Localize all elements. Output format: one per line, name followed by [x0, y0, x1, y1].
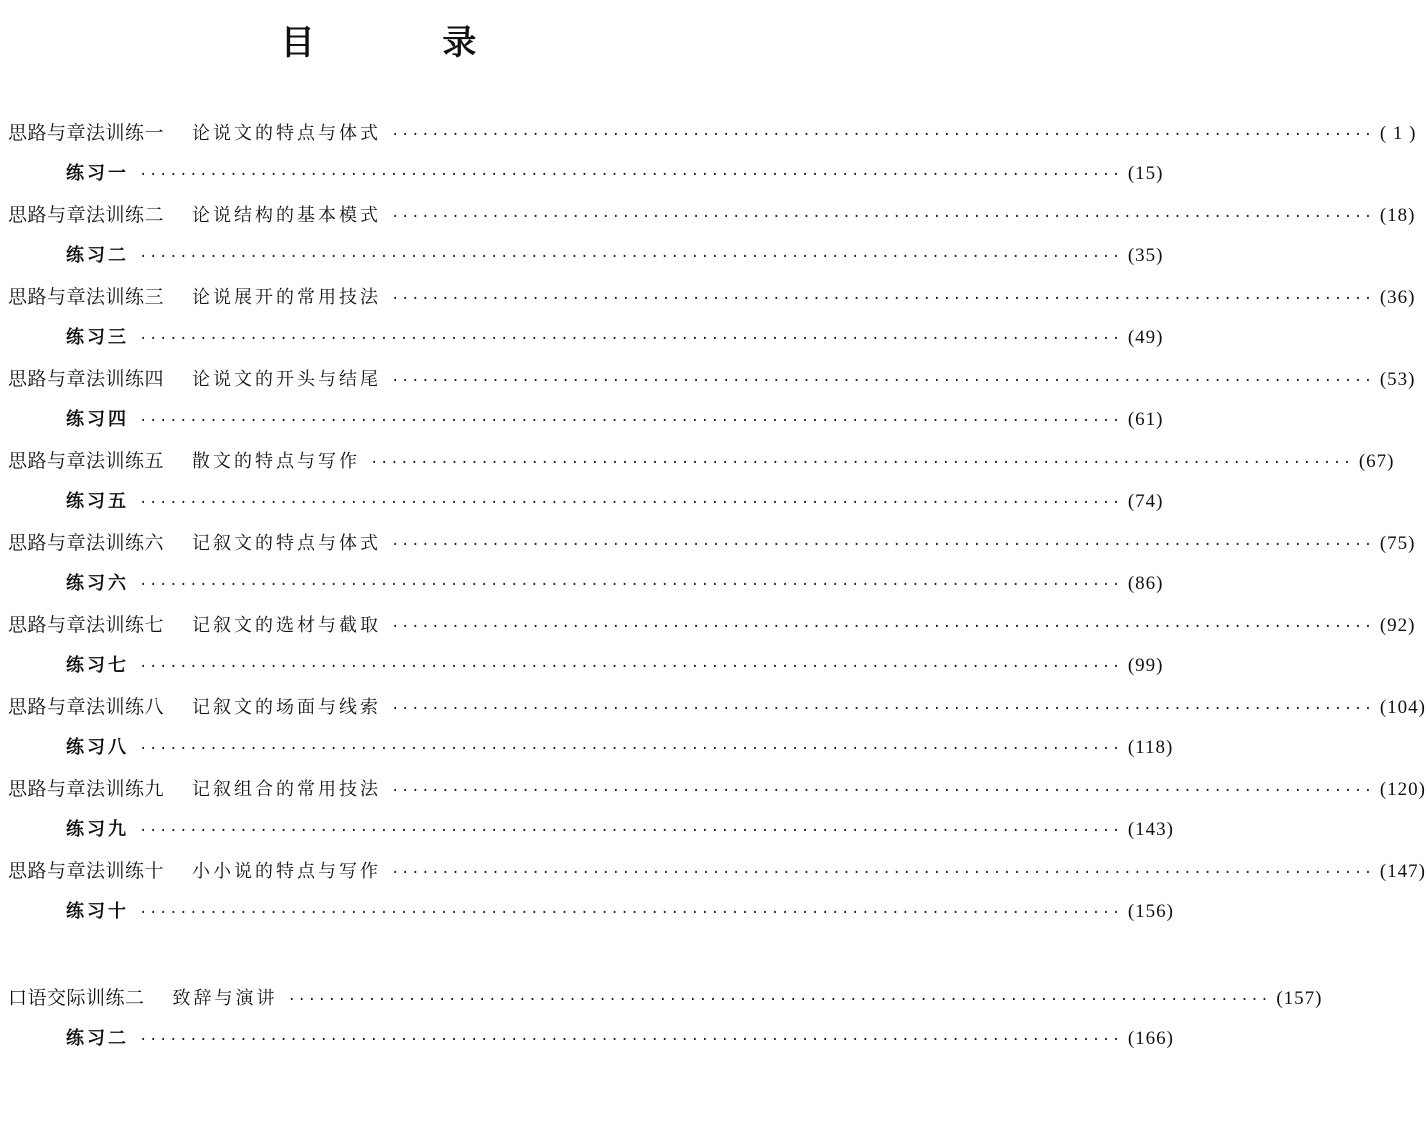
chapter-prefix: 思路与章法训练四: [8, 368, 165, 390]
page-number: (36): [1379, 287, 1416, 308]
dot-leader: ··································································································: [139, 331, 1122, 347]
toc-exercise-entry: [66, 159, 1164, 189]
page-number: (156): [1127, 901, 1174, 922]
chapter-prefix: 思路与章法训练七: [8, 614, 165, 636]
dot-leader: ··································································································: [139, 1032, 1122, 1048]
chapter-prefix: 思路与章法训练五: [8, 450, 165, 472]
toc-chapter-entry: [8, 983, 1323, 1013]
chapter-name: 致辞与演讲: [172, 988, 278, 1009]
toc-exercise-entry: [66, 487, 1164, 517]
page-number: (86): [1127, 573, 1164, 594]
chapter-prefix: 口语交际训练二: [8, 987, 145, 1009]
toc-chapter-entry: [8, 446, 1395, 476]
page-number: (35): [1127, 245, 1164, 266]
toc-exercise-entry: [66, 323, 1164, 353]
dot-leader: ··································································································: [139, 167, 1122, 183]
page-title: 目 录: [280, 23, 535, 63]
page-number: (157): [1276, 988, 1323, 1009]
toc-chapter-entry: [8, 200, 1416, 230]
dot-leader: ··································································································: [391, 865, 1374, 881]
page-number: (61): [1127, 409, 1164, 430]
toc-exercise-entry: [66, 815, 1174, 845]
dot-leader: ··································································································: [139, 249, 1122, 265]
chapter-prefix: 思路与章法训练九: [8, 778, 165, 800]
exercise-label: 练习四: [66, 409, 129, 430]
chapter-name: 论说展开的常用技法: [192, 287, 382, 308]
page-number: (67): [1358, 451, 1395, 472]
chapter-name: 论说文的特点与体式: [192, 123, 382, 144]
chapter-prefix: 思路与章法训练六: [8, 532, 165, 554]
chapter-name: 记叙组合的常用技法: [192, 779, 382, 800]
page-number: (120): [1379, 779, 1426, 800]
toc-exercise-entry: [66, 1024, 1174, 1054]
chapter-name: 记叙文的场面与线索: [192, 697, 382, 718]
exercise-label: 练习十: [66, 901, 129, 922]
dot-leader: ··································································································: [391, 127, 1374, 143]
dot-leader: ··································································································: [287, 992, 1271, 1008]
exercise-label: 练习八: [66, 737, 129, 758]
dot-leader: ··································································································: [139, 823, 1122, 839]
dot-leader: ··································································································: [139, 413, 1122, 429]
dot-leader: ··································································································: [391, 291, 1374, 307]
page-number: (75): [1379, 533, 1416, 554]
toc-exercise-entry: [66, 651, 1164, 681]
chapter-name: 论说文的开头与结尾: [192, 369, 382, 390]
chapter-name: 论说结构的基本模式: [192, 205, 382, 226]
page-number: (49): [1127, 327, 1164, 348]
page-number: (18): [1379, 205, 1416, 226]
dot-leader: ··································································································: [391, 619, 1374, 635]
dot-leader: ··································································································: [370, 455, 1353, 471]
dot-leader: ··································································································: [139, 741, 1122, 757]
exercise-label: 练习七: [66, 655, 129, 676]
toc-chapter-entry: [8, 364, 1416, 394]
dot-leader: ··································································································: [139, 577, 1122, 593]
toc-chapter-entry: [8, 692, 1426, 722]
chapter-name: 记叙文的特点与体式: [192, 533, 382, 554]
toc-chapter-entry: [8, 856, 1426, 886]
dot-leader: ··································································································: [391, 537, 1374, 553]
page-number: (166): [1127, 1028, 1174, 1049]
chapter-name: 散文的特点与写作: [192, 451, 361, 472]
page-number: (15): [1127, 163, 1164, 184]
exercise-label: 练习五: [66, 491, 129, 512]
exercise-label: 练习二: [66, 245, 129, 266]
chapter-prefix: 思路与章法训练十: [8, 860, 165, 882]
toc-exercise-entry: [66, 897, 1174, 927]
toc-exercise-entry: [66, 241, 1164, 271]
chapter-prefix: 思路与章法训练二: [8, 204, 165, 226]
toc-exercise-entry: [66, 569, 1164, 599]
exercise-label: 练习六: [66, 573, 129, 594]
dot-leader: ··································································································: [391, 701, 1374, 717]
dot-leader: ··································································································: [391, 373, 1374, 389]
exercise-label: 练习二: [66, 1028, 129, 1049]
chapter-prefix: 思路与章法训练一: [8, 122, 165, 144]
page-number: (143): [1127, 819, 1174, 840]
page-number: (92): [1379, 615, 1416, 636]
dot-leader: ··································································································: [391, 783, 1374, 799]
chapter-prefix: 思路与章法训练三: [8, 286, 165, 308]
dot-leader: ··································································································: [139, 495, 1122, 511]
page-number: (147): [1379, 861, 1426, 882]
exercise-label: 练习三: [66, 327, 129, 348]
exercise-label: 练习一: [66, 163, 129, 184]
page-number: ( 1 ): [1379, 123, 1417, 144]
toc-exercise-entry: [66, 405, 1164, 435]
toc-chapter-entry: [8, 774, 1426, 804]
dot-leader: ··································································································: [139, 659, 1122, 675]
toc-exercise-entry: [66, 733, 1174, 763]
dot-leader: ··································································································: [391, 209, 1374, 225]
toc-chapter-entry: [8, 528, 1416, 558]
page-number: (74): [1127, 491, 1164, 512]
page-number: (99): [1127, 655, 1164, 676]
chapter-name: 小小说的特点与写作: [192, 861, 382, 882]
page-number: (53): [1379, 369, 1416, 390]
dot-leader: ··································································································: [139, 905, 1122, 921]
page-number: (104): [1379, 697, 1426, 718]
toc-chapter-entry: [8, 610, 1416, 640]
chapter-prefix: 思路与章法训练八: [8, 696, 165, 718]
exercise-label: 练习九: [66, 819, 129, 840]
chapter-name: 记叙文的选材与截取: [192, 615, 382, 636]
toc-chapter-entry: [8, 282, 1416, 312]
page-number: (118): [1127, 737, 1174, 758]
toc-chapter-entry: [8, 118, 1417, 148]
